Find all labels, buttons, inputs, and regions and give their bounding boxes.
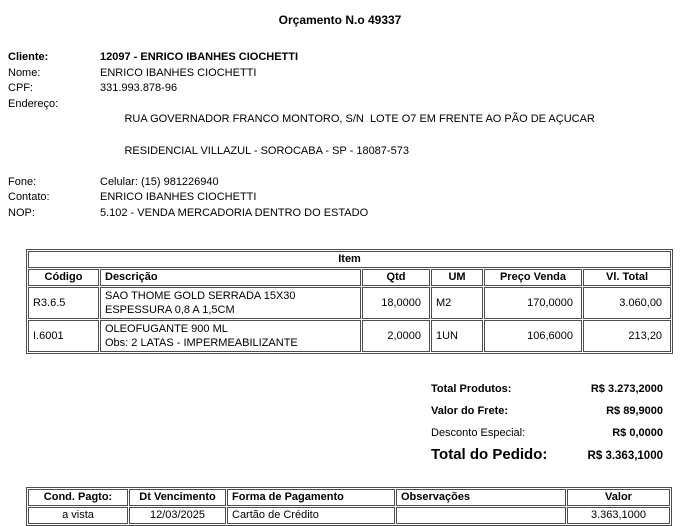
total-produtos-value: R$ 3.273,2000: [590, 382, 663, 395]
column-header-codigo: Código: [28, 269, 99, 286]
client-label: Endereço:: [8, 97, 59, 110]
items-table-header-row: [28, 269, 671, 286]
client-label: NOP:: [8, 206, 35, 219]
column-header-um: UM: [431, 269, 483, 286]
column-header-cond-pagto: Cond. Pagto:: [28, 489, 128, 506]
column-header-descricao: Descrição: [100, 269, 361, 286]
items-table-group-header-row: [28, 251, 671, 268]
client-value: ENRICO IBANHES CIOCHETTI: [100, 191, 257, 204]
item-vl-total: 3.060,00: [583, 287, 671, 319]
item-descricao: [100, 287, 361, 319]
client-row-nome: [8, 66, 680, 82]
client-row-fone: [8, 175, 680, 191]
client-row-cpf: [8, 81, 680, 97]
payment-cond-pagto: a vista: [28, 507, 128, 524]
payment-valor: 3.363,1000: [567, 507, 670, 524]
client-row-contato: [8, 190, 680, 206]
item-descricao-line-1: SAO THOME GOLD SERRADA 15X30: [105, 289, 296, 302]
client-label: Cliente:: [8, 51, 49, 63]
client-value: [100, 97, 595, 175]
column-header-dt-vencimento: Dt Vencimento: [129, 489, 226, 506]
client-value: 331.993.878-96: [100, 82, 178, 95]
total-produtos-label: Total Produtos:: [431, 382, 512, 395]
table-row: [28, 320, 671, 352]
item-codigo: R3.6.5: [28, 287, 99, 319]
total-pedido-label: Total do Pedido:: [431, 445, 548, 463]
item-qtd: 18,0000: [362, 287, 430, 319]
client-value: ENRICO IBANHES CIOCHETTI: [100, 66, 257, 79]
items-table: [26, 249, 673, 354]
item-codigo: I.6001: [28, 320, 99, 352]
item-descricao-line-2: Obs: 2 LATAS - IMPERMEABILIZANTE: [105, 336, 298, 349]
total-pedido-row: [431, 445, 663, 463]
item-um: 1UN: [431, 320, 483, 352]
client-value: Celular: (15) 981226940: [100, 175, 219, 188]
column-header-forma-pagamento: Forma de Pagamento: [227, 489, 395, 506]
total-pedido-value: R$ 3.363,1000: [587, 449, 663, 462]
client-label: Nome:: [8, 66, 41, 79]
item-descricao: [100, 320, 361, 352]
client-label: Contato:: [8, 191, 50, 204]
item-preco-venda: 170,0000: [484, 287, 582, 319]
client-label: Fone:: [8, 175, 37, 188]
payment-table-header-row: [28, 489, 670, 506]
column-header-vl-total: Vl. Total: [583, 269, 671, 286]
table-row: [28, 287, 671, 319]
client-row-nop: [8, 206, 680, 222]
table-row: [28, 507, 670, 524]
client-row-endereco: [8, 97, 680, 175]
payment-dt-vencimento: 12/03/2025: [129, 507, 226, 524]
desconto-especial-value: R$ 0,0000: [612, 426, 663, 439]
column-header-valor: Valor: [567, 489, 670, 506]
items-table-group-header: Item: [28, 251, 671, 268]
valor-frete-label: Valor do Frete:: [431, 404, 509, 417]
column-header-qtd: Qtd: [362, 269, 430, 286]
client-row-cliente: [8, 50, 680, 66]
desconto-especial-label: Desconto Especial:: [431, 426, 526, 439]
client-value: 5.102 - VENDA MERCADORIA DENTRO DO ESTADO: [100, 206, 369, 219]
address-line-2: RESIDENCIAL VILLAZUL - SOROCABA - SP - 18087-573: [124, 144, 409, 157]
address-line-1: RUA GOVERNADOR FRANCO MONTORO, S/N LOTE O7 EM FRENTE AO PÃO DE AÇUCAR: [124, 113, 595, 126]
client-value: 12097 - ENRICO IBANHES CIOCHETTI: [100, 51, 299, 63]
item-vl-total: 213,20: [583, 320, 671, 352]
valor-frete-row: [431, 404, 663, 418]
payment-observacoes: [396, 507, 566, 524]
payment-table: [26, 487, 672, 526]
item-um: M2: [431, 287, 483, 319]
item-qtd: 2,0000: [362, 320, 430, 352]
valor-frete-value: R$ 89,9000: [606, 404, 663, 417]
client-info-section: [8, 50, 680, 222]
item-preco-venda: 106,6000: [484, 320, 582, 352]
item-descricao-line-1: OLEOFUGANTE 900 ML: [105, 322, 228, 335]
payment-forma-pagamento: Cartão de Crédito: [227, 507, 395, 524]
page-title: Orçamento N.o 49337: [278, 13, 402, 27]
total-produtos-row: [431, 382, 663, 396]
totals-section: [431, 382, 663, 463]
column-header-preco-venda: Preço Venda: [484, 269, 582, 286]
item-descricao-line-2: ESPESSURA 0,8 A 1,5CM: [105, 303, 235, 316]
column-header-observacoes: Observações: [396, 489, 566, 506]
desconto-especial-row: [431, 426, 663, 440]
client-label: CPF:: [8, 82, 34, 95]
